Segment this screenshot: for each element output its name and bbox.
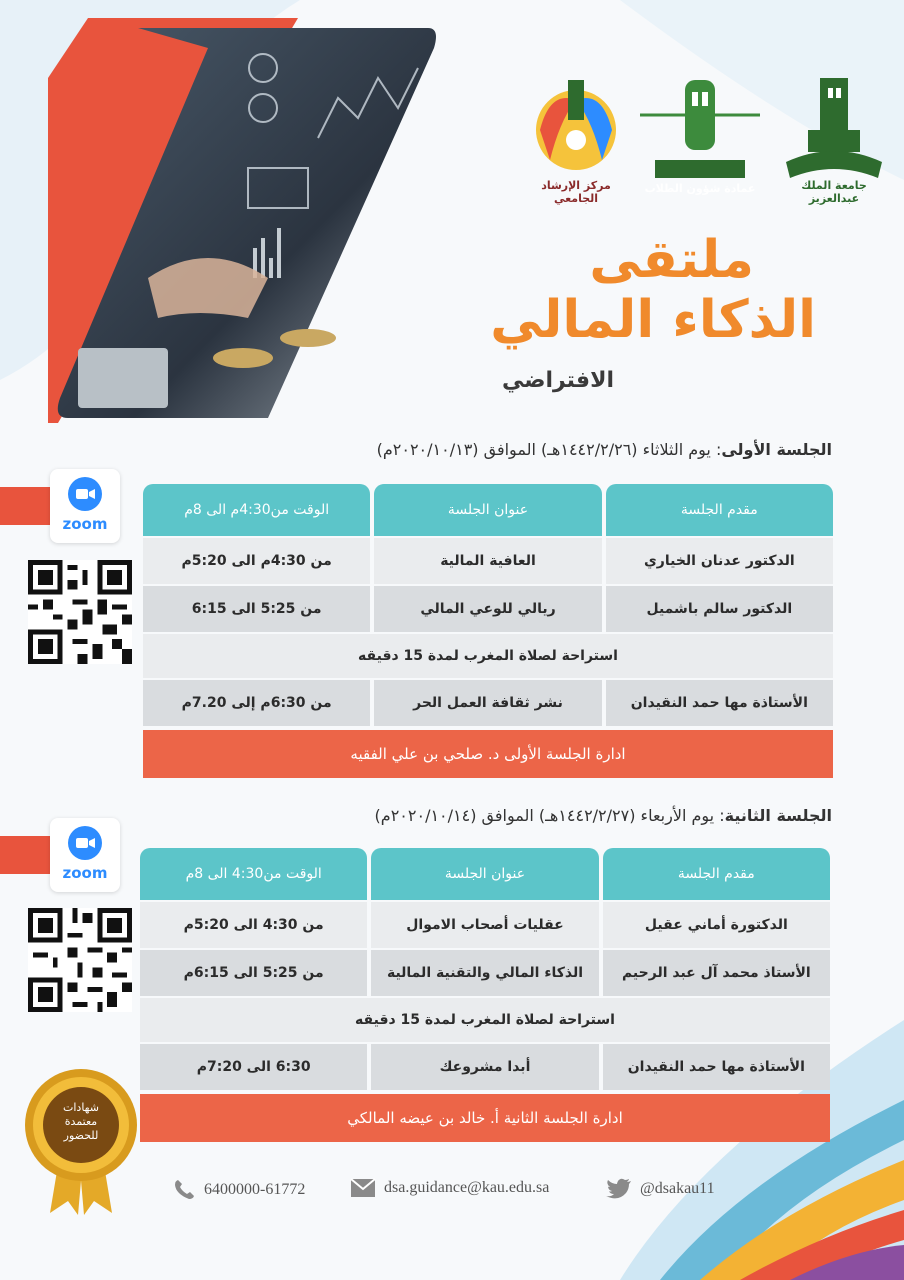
footer-phone xyxy=(172,1178,305,1202)
time-cell: 6:30 الى 7:20م xyxy=(140,1044,367,1090)
guidance-center-caption: مركز الإرشاد الجامعي xyxy=(541,179,611,205)
badge-line-3: للحضور xyxy=(63,1129,99,1142)
header-time: الوقت من4:30 الى 8م xyxy=(140,848,367,900)
session1-date: : يوم الثلاثاء (١٤٤٢/٢/٢٦هـ) الموافق (٢٠٢٠/١٠/١٣م) xyxy=(376,440,722,459)
title-cell: نشر ثقافة العمل الحر xyxy=(374,680,601,726)
prayer-break-row: استراحة لصلاة المغرب لمدة 15 دقيقه xyxy=(143,634,833,678)
university-logo xyxy=(778,70,890,205)
table-row xyxy=(143,538,833,584)
session1-table xyxy=(143,484,833,778)
certificate-badge xyxy=(20,1065,142,1215)
header-title: عنوان الجلسة xyxy=(371,848,598,900)
title-cell: الذكاء المالي والتقنية المالية xyxy=(371,950,598,996)
phone-icon xyxy=(172,1178,196,1202)
header-presenter: مقدم الجلسة xyxy=(603,848,830,900)
time-cell: من 5:25 الى 6:15م xyxy=(140,950,367,996)
email-address[interactable]: dsa.guidance@kau.edu.sa xyxy=(384,1179,550,1196)
zoom-ribbon xyxy=(0,836,56,874)
footer-twitter[interactable] xyxy=(606,1178,715,1200)
presenter-cell: الأستاذة مها حمد النقيدان xyxy=(603,1044,830,1090)
session1-heading xyxy=(377,440,832,459)
header-title: عنوان الجلسة xyxy=(374,484,601,536)
twitter-handle[interactable]: @dsakau11 xyxy=(640,1180,715,1197)
student-affairs-caption: عمادة شؤون الطلاب xyxy=(644,182,756,195)
table-row xyxy=(140,950,830,996)
presenter-cell: الدكتورة أماني عقيل xyxy=(603,902,830,948)
university-caption: جامعة الملك عبدالعزيز xyxy=(801,179,867,205)
presenter-cell: الأستاذ محمد آل عبد الرحيم xyxy=(603,950,830,996)
footer-email[interactable] xyxy=(350,1178,549,1198)
session2-moderator: ادارة الجلسة الثانية أ. خالد بن عيضه المالكي xyxy=(140,1094,830,1142)
title-line-3: الافتراضي xyxy=(501,368,614,393)
session2-header-row xyxy=(140,848,830,900)
session1-zoom-link[interactable] xyxy=(0,465,120,547)
zoom-camera-icon xyxy=(68,826,102,860)
session2-qr-code[interactable] xyxy=(28,908,132,1012)
header-time: الوقت من4:30م الى 8م xyxy=(143,484,370,536)
session1-label: الجلسة الأولى xyxy=(721,440,832,459)
presenter-cell: الدكتور عدنان الخياري xyxy=(606,538,833,584)
table-row xyxy=(140,902,830,948)
title-cell: ريالي للوعي المالي xyxy=(374,586,601,632)
title-cell: عقليات أصحاب الاموال xyxy=(371,902,598,948)
session1-qr-code[interactable] xyxy=(28,560,132,664)
mail-icon xyxy=(350,1178,376,1198)
title-line-2: الذكاء المالي xyxy=(490,290,816,350)
presenter-cell: الدكتور سالم باشميل xyxy=(606,586,833,632)
table-row xyxy=(140,1044,830,1090)
session2-heading xyxy=(375,806,832,825)
presenter-cell: الأستاذة مها حمد النقيدان xyxy=(606,680,833,726)
time-cell: من 4:30 الى 5:20م xyxy=(140,902,367,948)
title-line-1: ملتقى xyxy=(589,230,754,290)
table-row xyxy=(143,680,833,726)
time-cell: من 4:30م الى 5:20م xyxy=(143,538,370,584)
session1-moderator: ادارة الجلسة الأولى د. صلحي بن علي الفقيه xyxy=(143,730,833,778)
time-cell: من 5:25 الى 6:15 xyxy=(143,586,370,632)
guidance-center-logo xyxy=(520,70,632,205)
zoom-label: zoom xyxy=(62,515,108,533)
time-cell: من 6:30م إلى 7.20م xyxy=(143,680,370,726)
title-cell: أبدا مشروعك xyxy=(371,1044,598,1090)
badge-line-1: شهادات xyxy=(63,1101,99,1114)
session2-table xyxy=(140,848,830,1142)
student-affairs-logo xyxy=(640,70,760,205)
prayer-break-row: استراحة لصلاة المغرب لمدة 15 دقيقه xyxy=(140,998,830,1042)
table-row xyxy=(143,586,833,632)
zoom-label: zoom xyxy=(62,864,108,882)
zoom-camera-icon xyxy=(68,477,102,511)
session1-header-row xyxy=(143,484,833,536)
badge-line-2: معتمدة xyxy=(64,1115,98,1128)
zoom-ribbon xyxy=(0,487,56,525)
title-cell: العافية المالية xyxy=(374,538,601,584)
phone-number: 6400000-61772 xyxy=(204,1181,306,1198)
session2-zoom-link[interactable] xyxy=(0,814,120,896)
hero-finance-image xyxy=(48,18,438,423)
zoom-badge xyxy=(50,818,120,892)
zoom-badge xyxy=(50,469,120,543)
session2-date: : يوم الأربعاء (١٤٤٢/٢/٢٧هـ) الموافق (٢٠٢٠/١٠/١٤م) xyxy=(374,806,725,825)
header-presenter: مقدم الجلسة xyxy=(606,484,833,536)
session2-label: الجلسة الثانية xyxy=(724,806,832,825)
twitter-icon xyxy=(606,1178,632,1200)
